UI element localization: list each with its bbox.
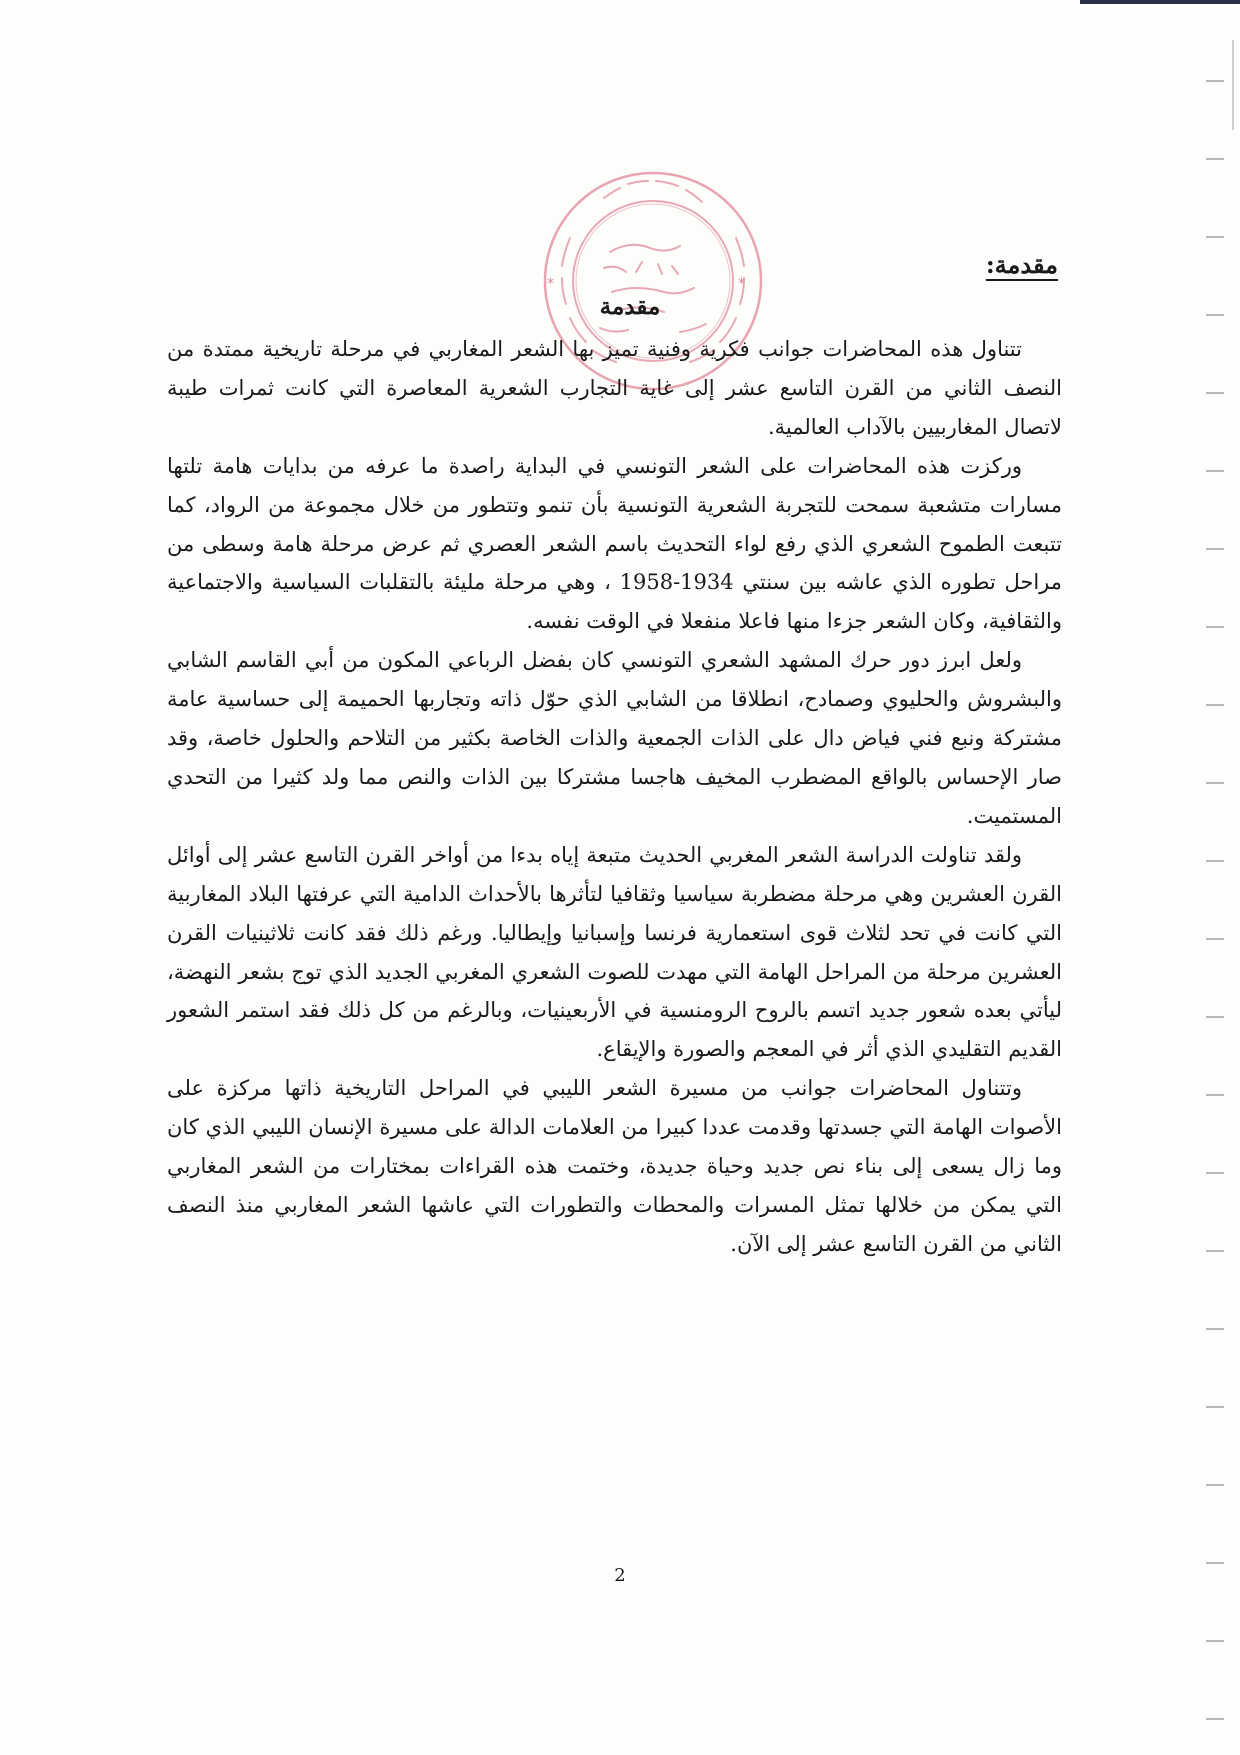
margin-tick (1206, 782, 1224, 784)
margin-tick (1206, 626, 1224, 628)
page-number: 2 (614, 1565, 626, 1586)
margin-tick (1206, 1562, 1224, 1564)
body-text (167, 330, 1062, 1264)
margin-tick (1206, 704, 1224, 706)
margin-tick (1206, 236, 1224, 238)
margin-tick (1206, 860, 1224, 862)
paragraph: تتناول هذه المحاضرات جوانب فكرية وفنية تميز بها الشعر المغاربي في مرحلة تاريخية ممتدة من النصف الثاني من القرن التاسع عشر إلى غاية التجارب الشعرية المعاصرة التي كانت ثمرات طيبة لاتصال المغاربيين بالآداب العالمية. (167, 337, 1062, 439)
page-title: مقدمة: (985, 250, 1058, 279)
margin-tick (1206, 938, 1224, 940)
margin-tick (1206, 1016, 1224, 1018)
margin-tick (1206, 1250, 1224, 1252)
section-title (0, 293, 1240, 320)
paragraph: وركزت هذه المحاضرات على الشعر التونسي في البداية راصدة ما عرفه من بدايات هامة تلتها مسارات متشعبة سمحت للتجربة الشعرية التونسية بأن تنمو وتتطور من خلال مجموعة من الرواد، كما تتبعت الطموح الشعري الذي رفع لواء التحديث باسم الشعر العصري ثم عرض مرحلة هامة وسطى من مراحل تطوره الذي عاشه بين سنتي 1934-1958 ، وهي مرحلة مليئة بالتقلبات السياسية والاجتماعية والثقافية، وكان الشعر جزءا منها فاعلا منفعلا في الوقت نفسه. (167, 453, 1062, 634)
margin-tick (1206, 1094, 1224, 1096)
scan-edge-mark (1080, 0, 1240, 4)
svg-text:*: * (738, 276, 745, 292)
svg-text:*: * (547, 276, 554, 292)
margin-tick (1206, 470, 1224, 472)
paragraph: ولقد تناولت الدراسة الشعر المغربي الحديث متبعة إياه بدءا من أواخر القرن التاسع عشر إلى أوائل القرن العشرين وهي مرحلة مضطربة سياسيا وثقافيا لتأثرها بالأحداث الدامية التي عرفتها البلاد المغاربية التي كانت في تحد لثلاث قوى استعمارية فرنسا وإسبانيا وإيطاليا. ورغم ذلك فقد كانت ثلاثينيات القرن العشرين مرحلة من المراحل الهامة التي مهدت للصوت الشعري المغربي الجديد الذي توج بشعر النهضة، ليأتي بعده شعور جديد اتسم بالروح الرومنسية في الأربعينيات، وبالرغم من كل ذلك فقد استمر الشعور القديم التقليدي الذي أثر في المعجم والصورة والإيقاع. (167, 842, 1062, 1062)
margin-tick (1206, 158, 1224, 160)
margin-tick (1206, 80, 1224, 82)
scan-margin-line (1232, 40, 1234, 130)
margin-tick (1206, 1718, 1224, 1720)
margin-tick (1206, 548, 1224, 550)
margin-tick (1206, 1328, 1224, 1330)
margin-tick (1206, 1172, 1224, 1174)
paragraph: ولعل ابرز دور حرك المشهد الشعري التونسي كان بفضل الرباعي المكون من أبي القاسم الشابي والبشروش والحليوي وصمادح، انطلاقا من الشابي الذي حوّل ذاته وتجاربها الحميمة إلى حساسية عامة مشتركة ونبع فني فياض دال على الذات الجمعية والذات الخاصة بكثير من التلاحم والحلول خاصة، وقد صار الإحساس بالواقع المضطرب المخيف هاجسا مشتركا بين الذات والنص مما ولد كثيرا من التحدي المستميت. (167, 648, 1062, 828)
section-title-text: مقدمة (599, 293, 661, 320)
margin-tick (1206, 1640, 1224, 1642)
margin-tick (1206, 1484, 1224, 1486)
paragraph: وتتناول المحاضرات جوانب من مسيرة الشعر الليبي في المراحل التاريخية ذاتها مركزة على الأصوات الهامة التي جسدتها وقدمت عددا كبيرا من العلامات الدالة على مسيرة الإنسان الليبي الذي كان وما زال يسعى إلى بناء نص جديد وحياة جديدة، وختمت هذه القراءات بمختارات من الشعر المغاربي التي يمكن من خلالها تمثل المسرات والمحطات والتطورات التي عاشها الشعر المغاربي منذ النصف الثاني من القرن التاسع عشر إلى الآن. (167, 1076, 1062, 1256)
margin-tick (1206, 1406, 1224, 1408)
margin-tick (1206, 392, 1224, 394)
